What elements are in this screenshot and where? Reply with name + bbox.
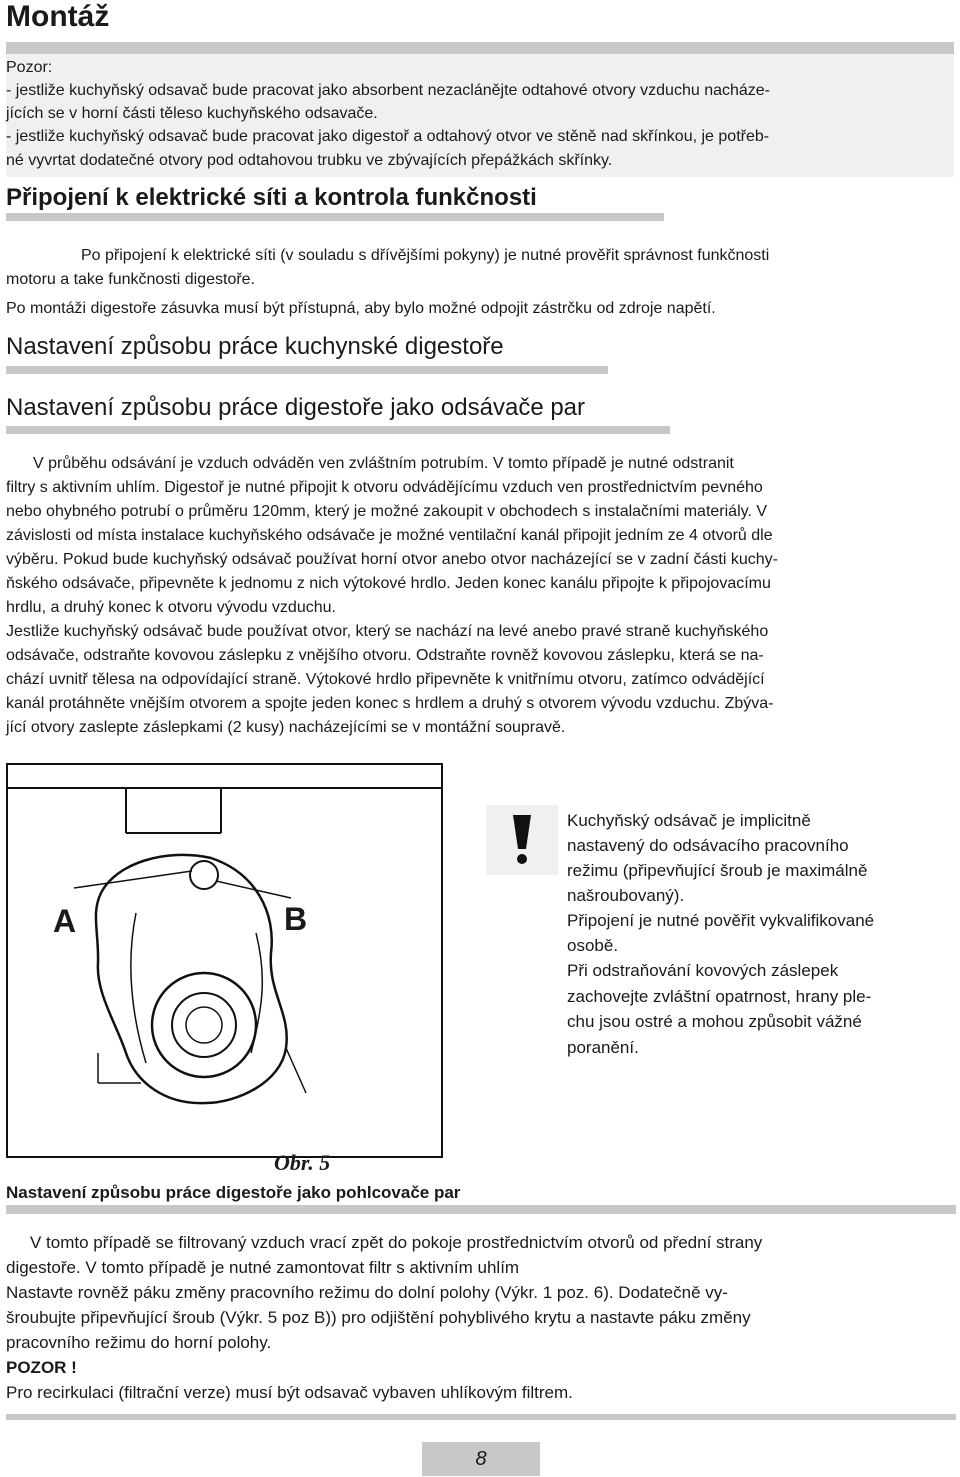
figure-label-a: A <box>53 903 77 939</box>
paragraph-line: závislosti od místa instalace kuchyňského odsávače je možné ventilační kanál připojit jedním ze 4 otvorů dle <box>6 527 773 544</box>
warning-line: - jestliže kuchyňský odsavač bude pracovat jako absorbent nezaclánějte odtahové otvory vzduchu nacháze- <box>6 82 771 99</box>
paragraph-line: šroubujte připevňující šroub (Výkr. 5 poz B)) pro odjištění pohyblivého krytu a nastavte páku změny <box>6 1308 751 1327</box>
page-number: 8 <box>475 1448 487 1470</box>
paragraph-line: nebo ohybného potrubí o průměru 120mm, který je možné zakoupit v obchodech s instalačními materiály. V <box>6 503 767 520</box>
notice-line: poranění. <box>567 1038 639 1057</box>
paragraph-line: odsávače, odstraňte kovovou záslepku z vnějšího otvoru. Odstraňte rovněž kovovou záslepku, která se na- <box>6 647 764 664</box>
section-heading-extraction: Nastavení způsobu práce digestoře jako odsávače par <box>6 394 586 421</box>
notice-line: zachovejte zvláštní opatrnost, hrany ple- <box>567 987 872 1006</box>
notice-line: našroubovaný). <box>567 886 685 905</box>
notice-line: chu jsou ostré a mohou způsobit vážné <box>567 1012 862 1031</box>
paragraph-line: chází uvnitř tělesa na odpovídající straně. Výtokové hrdlo připevněte k vnitřnímu otvoru, zatímco odvádějící <box>6 671 765 688</box>
paragraph-line: jící otvory zaslepte záslepkami (2 kusy) nacházejícími se v montážní soupravě. <box>6 719 566 736</box>
paragraph-line: digestoře. V tomto případě je nutné zamontovat filtr s aktivním uhlím <box>6 1258 520 1277</box>
hood-diagram <box>6 763 443 1158</box>
page-number-box <box>422 1442 540 1476</box>
warning-line: jících se v horní části těleso kuchyňského odsavače. <box>6 105 378 122</box>
notice-line: Připojení je nutné pověřit vykvalifikované <box>567 911 875 930</box>
title-rule <box>6 42 954 54</box>
paragraph-line: V průběhu odsávání je vzduch odváděn ven zvláštním potrubím. V tomto případě je nutné odstranit <box>33 455 734 472</box>
figure-label-b: B <box>284 901 308 937</box>
warning-line: né vyvrtat dodatečné otvory pod odtahovou trubku ve zbývajících přepážkách skřínky. <box>6 152 613 169</box>
paragraph-line: Jestliže kuchyňský odsávač bude používat otvor, který se nachází na levé anebo pravé straně kuchyňského <box>6 623 769 640</box>
section-heading-mode: Nastavení způsobu práce kuchynské digestoře <box>6 333 504 360</box>
exclamation-icon <box>486 805 558 875</box>
warning-label: Pozor: <box>6 59 53 76</box>
section-rule <box>6 213 664 221</box>
pozor-label: POZOR ! <box>6 1358 77 1377</box>
section-rule <box>6 366 608 374</box>
figure-caption: Obr. 5 <box>274 1150 331 1175</box>
footer-rule <box>6 1414 956 1420</box>
paragraph-line: motoru a take funkčnosti digestoře. <box>6 271 256 288</box>
paragraph-line: hrdlu, a druhý konec k otvoru vývodu vzduchu. <box>6 599 336 616</box>
section-rule <box>6 426 670 434</box>
paragraph-line: V tomto případě se filtrovaný vzduch vrací zpět do pokoje prostřednictvím otvorů od přední strany <box>30 1233 763 1252</box>
paragraph-line: výběru. Pokud bude kuchyňský odsávač používat horní otvor anebo otvor nacházející se v zadní části kuchy- <box>6 551 778 568</box>
notice-line: nastavený do odsávacího pracovního <box>567 836 849 855</box>
page-title: Montáž <box>6 0 110 33</box>
paragraph-line: ňského odsávače, připevněte k jednomu z nich výtokové hrdlo. Jeden konec kanálu připojte k připojovacímu <box>6 575 771 592</box>
paragraph-line: Po připojení k elektrické síti (v souladu s dřívějšími pokyny) je nutné prověřit správnost funkčnosti <box>81 247 770 264</box>
paragraph-line: Po montáži digestoře zásuvka musí být přístupná, aby bylo možné odpojit zástrčku od zdroje napětí. <box>6 300 716 317</box>
paragraph-line: filtry s aktivním uhlím. Digestoř je nutné připojit k otvoru odvádějícímu vzduch ven prostřednictvím pevného <box>6 479 763 496</box>
section-heading-recirculation: Nastavení způsobu práce digestoře jako pohlcovače par <box>6 1183 461 1202</box>
notice-line: Při odstraňování kovových záslepek <box>567 961 839 980</box>
paragraph-line: kanál protáhněte vnějším otvorem a spojte jeden konec s hrdlem a druhý s otvorem vývodu vzduchu. Zbýva- <box>6 695 774 712</box>
notice-line: režimu (připevňující šroub je maximálně <box>567 861 868 880</box>
paragraph-line: pracovního režimu do horní polohy. <box>6 1333 272 1352</box>
warning-line: - jestliže kuchyňský odsavač bude pracovat jako digestoř a odtahový otvor ve stěně nad skřínkou, je potřeb- <box>6 128 770 145</box>
notice-line: Kuchyňský odsávač je implicitně <box>567 811 811 830</box>
notice-line: osobě. <box>567 936 619 955</box>
paragraph-line: Nastavte rovněž páku změny pracovního režimu do dolní polohy (Výkr. 1 poz. 6). Dodatečně vy- <box>6 1283 728 1302</box>
figure-5 <box>6 763 443 1158</box>
paragraph-line: Pro recirkulaci (filtrační verze) musí být odsavač vybaven uhlíkovým filtrem. <box>6 1383 573 1402</box>
section-heading-electrical: Připojení k elektrické síti a kontrola funkčnosti <box>6 184 537 211</box>
section-rule <box>6 1205 956 1214</box>
notice-icon-box <box>486 805 558 875</box>
